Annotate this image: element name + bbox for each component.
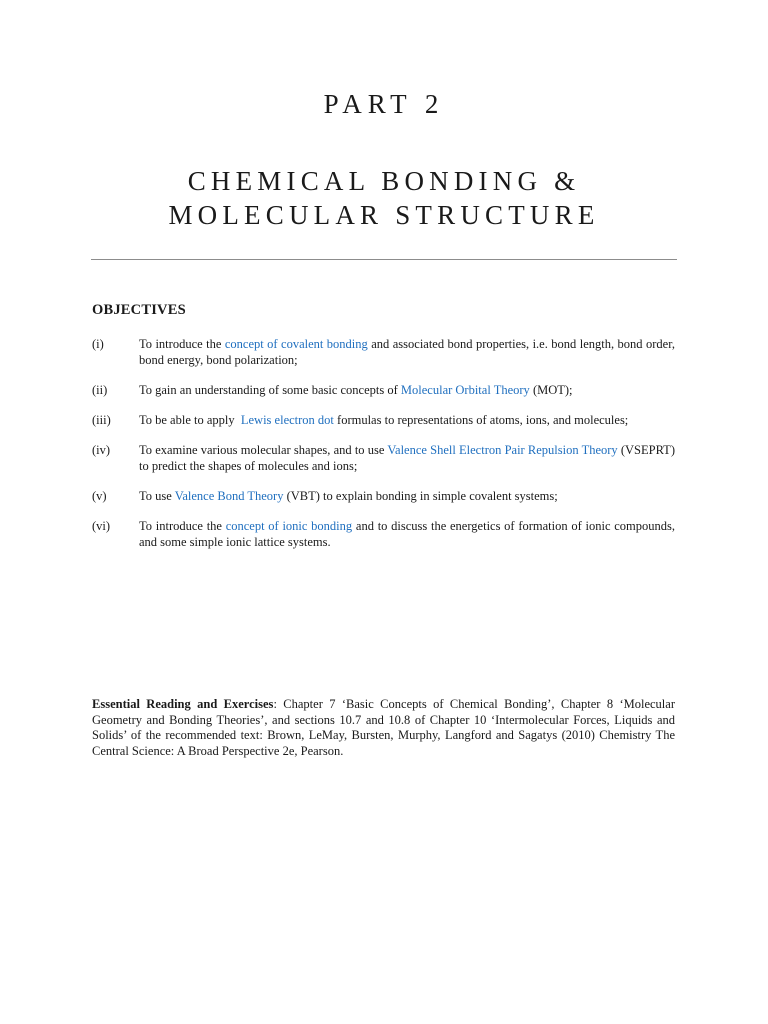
objective-link[interactable]: Valence Shell Electron Pair Repulsion Theory	[387, 443, 618, 457]
objective-text: To introduce the	[139, 519, 226, 533]
objective-item	[92, 518, 675, 550]
chapter-title	[0, 164, 768, 232]
objective-text: (MOT);	[529, 383, 573, 397]
chapter-title-line-2: MOLECULAR STRUCTURE	[168, 200, 600, 230]
objective-text: and to discuss the energetics of formation of ionic compounds, and some simple ionic lattice systems.	[139, 519, 676, 549]
objective-item	[92, 488, 675, 504]
objective-number: (i)	[92, 337, 104, 351]
objective-link[interactable]: concept of covalent bonding	[224, 337, 368, 351]
objective-item	[92, 442, 675, 474]
objective-item	[92, 336, 675, 368]
objective-link[interactable]: Molecular Orbital Theory	[400, 383, 530, 397]
objective-item	[92, 412, 675, 428]
objective-text: To gain an understanding of some basic concepts of	[139, 383, 401, 397]
objective-link[interactable]: Valence Bond Theory	[174, 489, 284, 503]
part-title: PART 2	[323, 89, 445, 119]
objective-number: (iii)	[92, 413, 111, 427]
essential-reading-text: : Chapter 7 ‘Basic Concepts of Chemical Bonding’, Chapter 8 ‘Molecular Geometry and Bonding Theories’, and sections 10.7 and 10.8 of Chapter 10 ‘Intermolecular Forces, Liquids and Solids’ of the recommended text: Brown, LeMay, Bursten, Murphy, Langford and Sagatys (2010) Chemistry The Central Science: A Broad Perspective 2e, Pearson.	[92, 697, 675, 758]
objective-text: formulas to representations of atoms, ions, and molecules;	[333, 413, 629, 427]
objective-text: (VSEPRT) to predict the shapes of molecules and ions;	[139, 443, 675, 473]
objective-text: and associated bond properties, i.e. bond length, bond order, bond energy, bond polarization;	[139, 337, 675, 367]
objective-link[interactable]: Lewis electron dot	[240, 413, 334, 427]
objectives-list	[92, 336, 675, 564]
objective-text: (VBT) to explain bonding in simple covalent systems;	[283, 489, 558, 503]
horizontal-divider	[91, 259, 677, 260]
objective-text: To be able to apply	[139, 413, 241, 427]
objectives-heading: OBJECTIVES	[92, 302, 186, 318]
objective-number: (v)	[92, 489, 107, 503]
essential-reading-paragraph	[92, 697, 675, 759]
objective-text: To examine various molecular shapes, and to use	[139, 443, 388, 457]
essential-reading-label: Essential Reading and Exercises	[92, 697, 274, 711]
objective-number: (ii)	[92, 383, 108, 397]
objective-link[interactable]: concept of ionic bonding	[225, 519, 353, 533]
objective-number: (iv)	[92, 443, 111, 457]
objective-text: To use	[139, 489, 175, 503]
objective-text: To introduce the	[139, 337, 225, 351]
objective-number: (vi)	[92, 519, 111, 533]
objective-item	[92, 382, 675, 398]
chapter-title-line-1: CHEMICAL BONDING &	[187, 166, 581, 196]
